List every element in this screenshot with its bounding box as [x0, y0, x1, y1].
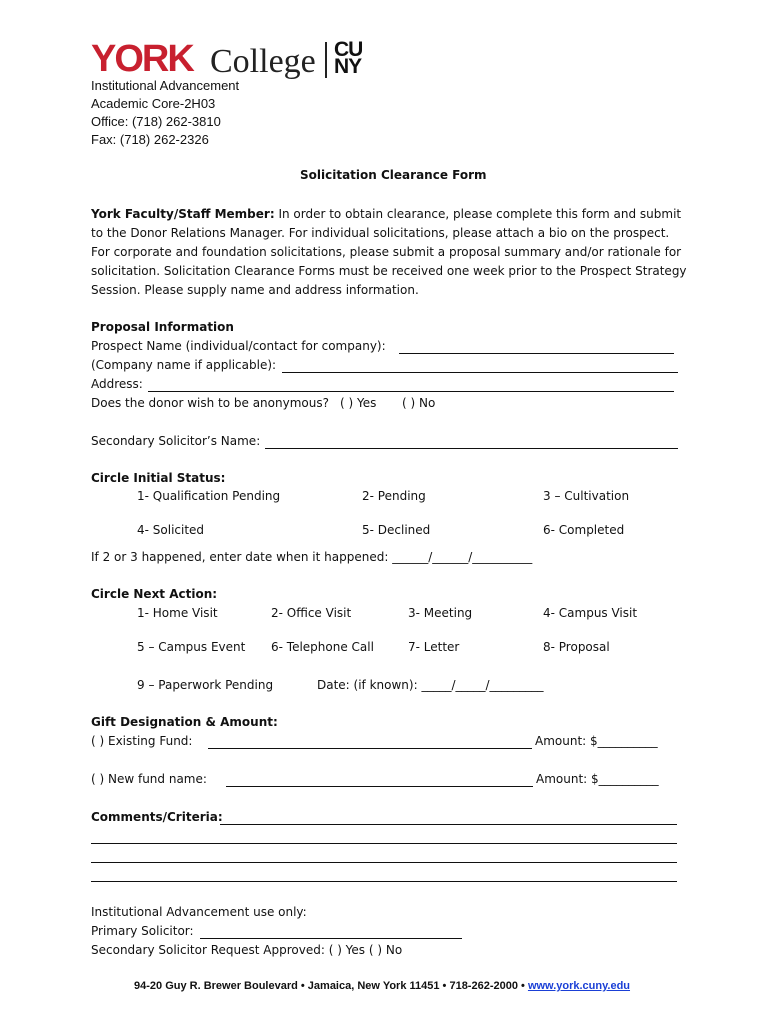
action-option-1[interactable]: 1- Home Visit: [137, 606, 218, 620]
york-logo-text: YORK: [91, 38, 193, 80]
existing-fund-field[interactable]: [208, 748, 532, 749]
office-fax: Fax: (718) 262-2326: [91, 132, 209, 147]
status-option-5[interactable]: 5- Declined: [362, 523, 431, 537]
new-fund-amount[interactable]: Amount: $__________: [536, 772, 659, 786]
secondary-approved-line[interactable]: Secondary Solicitor Request Approved: ( ) Yes ( ) No: [91, 943, 403, 957]
existing-fund-label[interactable]: ( ) Existing Fund:: [91, 734, 193, 748]
office-location: Academic Core-2H03: [91, 96, 216, 111]
action-option-7[interactable]: 7- Letter: [408, 640, 460, 654]
address-field[interactable]: [148, 391, 674, 392]
status-option-2[interactable]: 2- Pending: [362, 489, 426, 503]
intro-lead: York Faculty/Staff Member:: [91, 207, 275, 221]
action-option-9[interactable]: 9 – Paperwork Pending: [137, 678, 274, 692]
office-phone: Office: (718) 262-3810: [91, 114, 221, 129]
primary-solicitor-field[interactable]: [200, 938, 462, 939]
comments-line-2[interactable]: [91, 843, 677, 844]
proposal-heading: Proposal Information: [91, 320, 234, 334]
company-name-field[interactable]: [282, 372, 678, 373]
action-date-known[interactable]: Date: (if known): _____/_____/_________: [317, 678, 544, 692]
company-label: (Company name if applicable):: [91, 358, 277, 372]
action-option-4[interactable]: 4- Campus Visit: [543, 606, 638, 620]
comments-line-4[interactable]: [91, 881, 677, 882]
new-fund-label[interactable]: ( ) New fund name:: [91, 772, 207, 786]
action-option-2[interactable]: 2- Office Visit: [271, 606, 352, 620]
logo-divider: [325, 42, 327, 78]
office-name: Institutional Advancement: [91, 78, 240, 93]
primary-solicitor-label: Primary Solicitor:: [91, 924, 194, 938]
intro-text: In order to obtain clearance, please complete this form and submit to the Donor Relations Manager. For individual solicitations, please attach a bio on the prospect. For corporate and foundation solicitations, please submit a proposal summary and/or rationale for solicitation. Solicitation Clearance Forms must be received one week prior to the Prospect Strategy Session. Please supply name and address information.: [91, 207, 687, 297]
action-option-8[interactable]: 8- Proposal: [543, 640, 610, 654]
next-action-heading: Circle Next Action:: [91, 587, 218, 601]
cuny-logo-bottom: NY: [334, 55, 362, 78]
status-option-1[interactable]: 1- Qualification Pending: [137, 489, 281, 503]
anonymous-yes-option[interactable]: ( ) Yes: [340, 396, 377, 410]
existing-fund-amount[interactable]: Amount: $__________: [535, 734, 658, 748]
comments-line-1[interactable]: [220, 824, 677, 825]
office-use-heading: Institutional Advancement use only:: [91, 905, 307, 919]
status-option-3[interactable]: 3 – Cultivation: [543, 489, 630, 503]
address-label: Address:: [91, 377, 143, 391]
gift-heading: Gift Designation & Amount:: [91, 715, 278, 729]
secondary-solicitor-label: Secondary Solicitor’s Name:: [91, 434, 261, 448]
college-logo-text: College: [210, 43, 316, 80]
status-option-6[interactable]: 6- Completed: [543, 523, 625, 537]
footer-address: 94-20 Guy R. Brewer Boulevard • Jamaica, New York 11451 • 718-262-2000 •: [134, 980, 525, 992]
action-option-6[interactable]: 6- Telephone Call: [271, 640, 374, 654]
prospect-name-label: Prospect Name (individual/contact for company):: [91, 339, 386, 353]
anonymous-question: Does the donor wish to be anonymous?: [91, 396, 329, 410]
secondary-solicitor-field[interactable]: [265, 448, 678, 449]
status-date-prompt[interactable]: If 2 or 3 happened, enter date when it happened: ______/______/__________: [91, 550, 533, 564]
form-title: Solicitation Clearance Form: [300, 168, 487, 182]
action-option-3[interactable]: 3- Meeting: [408, 606, 473, 620]
anonymous-no-option[interactable]: ( ) No: [402, 396, 436, 410]
intro-paragraph: [91, 205, 691, 300]
comments-label: Comments/Criteria:: [91, 810, 223, 824]
prospect-name-field[interactable]: [399, 353, 674, 354]
new-fund-field[interactable]: [226, 786, 533, 787]
footer-website-link[interactable]: www.york.cuny.edu: [527, 980, 631, 992]
cuny-logo-top: CU: [334, 38, 363, 61]
status-option-4[interactable]: 4- Solicited: [137, 523, 205, 537]
initial-status-heading: Circle Initial Status:: [91, 471, 226, 485]
footer: [134, 980, 630, 992]
comments-line-3[interactable]: [91, 862, 677, 863]
action-option-5[interactable]: 5 – Campus Event: [137, 640, 246, 654]
